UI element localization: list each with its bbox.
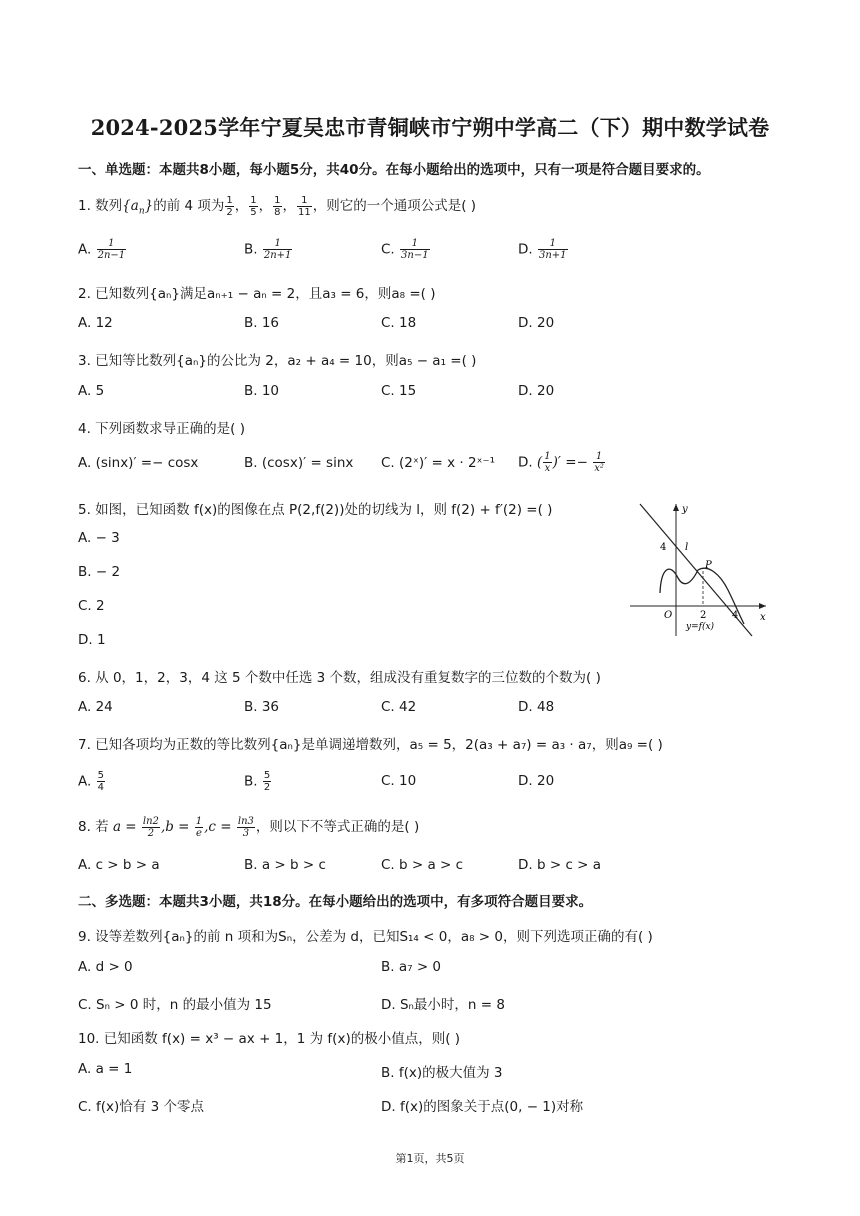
question-4: 4. 下列函数求导正确的是( ) (78, 421, 245, 437)
question-7: 7. 已知各项均为正数的等比数列{aₙ}是单调递增数列，a₅ = 5，2(a₃ + a₇) = a₃ · a₇，则a₉ =( ) (78, 737, 663, 753)
q8-option-a[interactable]: A. c > b > a (78, 857, 160, 873)
question-3: 3. 已知等比数列{aₙ}的公比为 2，a₂ + a₄ = 10，则a₅ − a₁ =( ) (78, 353, 477, 369)
y-label: y (682, 504, 688, 515)
q3-option-d[interactable]: D. 20 (518, 383, 555, 399)
q1-option-b[interactable]: B. $\frac{1}{2n+1}$ (244, 238, 292, 261)
y-tick-4: 4 (660, 542, 667, 553)
q6-option-d[interactable]: D. 48 (518, 699, 555, 715)
q6-option-b[interactable]: B. 36 (244, 699, 280, 715)
q4-option-a[interactable]: A. (sinx)′ =− cosx (78, 455, 199, 471)
q9-option-c[interactable]: C. Sₙ > 0 时，n 的最小值为 15 (78, 997, 272, 1013)
q1-option-c[interactable]: C. $\frac{1}{3n-1}$ (381, 238, 429, 261)
question-8: 8. 若 a = $\frac{\ln 2}{2}$ ,b = $\frac{1}{e}$ ,c = $\frac{\ln 3}{3}$ ，则以下不等式正确的是( ) (78, 815, 420, 839)
q7-option-d[interactable]: D. 20 (518, 773, 555, 789)
question-6: 6. 从 0，1，2，3，4 这 5 个数中任选 3 个数，组成没有重复数字的三位数的个数为( ) (78, 670, 601, 686)
q3-option-b[interactable]: B. 10 (244, 383, 280, 399)
q8-option-b[interactable]: B. a > b > c (244, 857, 326, 873)
question-1: 1. 数列$\{a_n\}$的前 4 项为 $\frac{1}{2}$ ， $\frac{1}{5}$ ， $\frac{1}{8}$ ， $\frac{1}{11}$ ，则它的一个通项公式是( ) (78, 194, 477, 218)
q5-option-d[interactable]: D. 1 (78, 632, 106, 648)
section-single-choice: 一、单选题：本题共8小题，每小题5分，共40分。在每小题给出的选项中，只有一项是符合题目要求的。 (78, 162, 710, 178)
origin-label: O (664, 610, 673, 621)
q2-option-b[interactable]: B. 16 (244, 315, 280, 331)
x-tick-2: 2 (700, 610, 707, 621)
q8-option-c[interactable]: C. b > a > c (381, 857, 464, 873)
page-title: 2024-2025学年宁夏吴忠市青铜峡市宁朔中学高二（下）期中数学试卷 (90, 115, 770, 140)
tangent-label: l (685, 542, 689, 553)
q9-option-a[interactable]: A. d > 0 (78, 959, 133, 975)
q9-option-b[interactable]: B. a₇ > 0 (381, 959, 442, 975)
q3-option-c[interactable]: C. 15 (381, 383, 417, 399)
q3-option-a[interactable]: A. 5 (78, 383, 105, 399)
q10-option-d[interactable]: D. f(x)的图象关于点(0, − 1)对称 (381, 1099, 584, 1115)
question-10: 10. 已知函数 f(x) = x³ − ax + 1，1 为 f(x)的极小值点，则( ) (78, 1031, 461, 1047)
q9-option-d[interactable]: D. Sₙ最小时，n = 8 (381, 997, 505, 1013)
q7-option-c[interactable]: C. 10 (381, 773, 417, 789)
q5-option-a[interactable]: A. − 3 (78, 530, 120, 546)
q2-option-d[interactable]: D. 20 (518, 315, 555, 331)
q4-option-c[interactable]: C. (2ˣ)′ = x · 2ˣ⁻¹ (381, 455, 496, 471)
q6-option-c[interactable]: C. 42 (381, 699, 417, 715)
curve-label: y=f(x) (686, 622, 715, 632)
x-tick-4: 4 (732, 610, 739, 621)
q10-option-c[interactable]: C. f(x)恰有 3 个零点 (78, 1099, 204, 1115)
q7-option-b[interactable]: B. $\frac{5}{2}$ (244, 770, 271, 793)
function-graph (628, 498, 770, 638)
q5-option-b[interactable]: B. − 2 (78, 564, 121, 580)
q4-option-d[interactable]: D. ( $\frac{1}{x}$ )′ =− $\frac{1}{\text{x²}}$ (518, 451, 604, 474)
q2-option-a[interactable]: A. 12 (78, 315, 113, 331)
q10-option-b[interactable]: B. f(x)的极大值为 3 (381, 1065, 503, 1081)
section-multiple-choice: 二、多选题：本题共3小题，共18分。在每小题给出的选项中，有多项符合题目要求。 (78, 894, 593, 910)
q1-option-a[interactable]: A. $\frac{1}{2n-1}$ (78, 238, 126, 261)
question-5: 5. 如图，已知函数 f(x)的图像在点 P(2,f(2))处的切线为 l，则 f(2) + f′(2) =( ) (78, 502, 553, 518)
point-p-label: P (705, 560, 712, 571)
q2-option-c[interactable]: C. 18 (381, 315, 417, 331)
q8-option-d[interactable]: D. b > c > a (518, 857, 602, 873)
page-footer: 第1页，共5页 (395, 1152, 465, 1165)
q1-option-d[interactable]: D. $\frac{1}{3n+1}$ (518, 238, 567, 261)
q6-option-a[interactable]: A. 24 (78, 699, 113, 715)
q5-option-c[interactable]: C. 2 (78, 598, 105, 614)
question-2: 2. 已知数列{aₙ}满足aₙ₊₁ − aₙ = 2，且a₃ = 6，则a₈ =( ) (78, 286, 436, 302)
question-9: 9. 设等差数列{aₙ}的前 n 项和为Sₙ，公差为 d，已知S₁₄ < 0，a₈ > 0，则下列选项正确的有( ) (78, 929, 653, 945)
q4-option-b[interactable]: B. (cosx)′ = sinx (244, 455, 354, 471)
q7-option-a[interactable]: A. $\frac{5}{4}$ (78, 770, 104, 793)
q10-option-a[interactable]: A. a = 1 (78, 1061, 133, 1077)
x-label: x (760, 612, 766, 623)
